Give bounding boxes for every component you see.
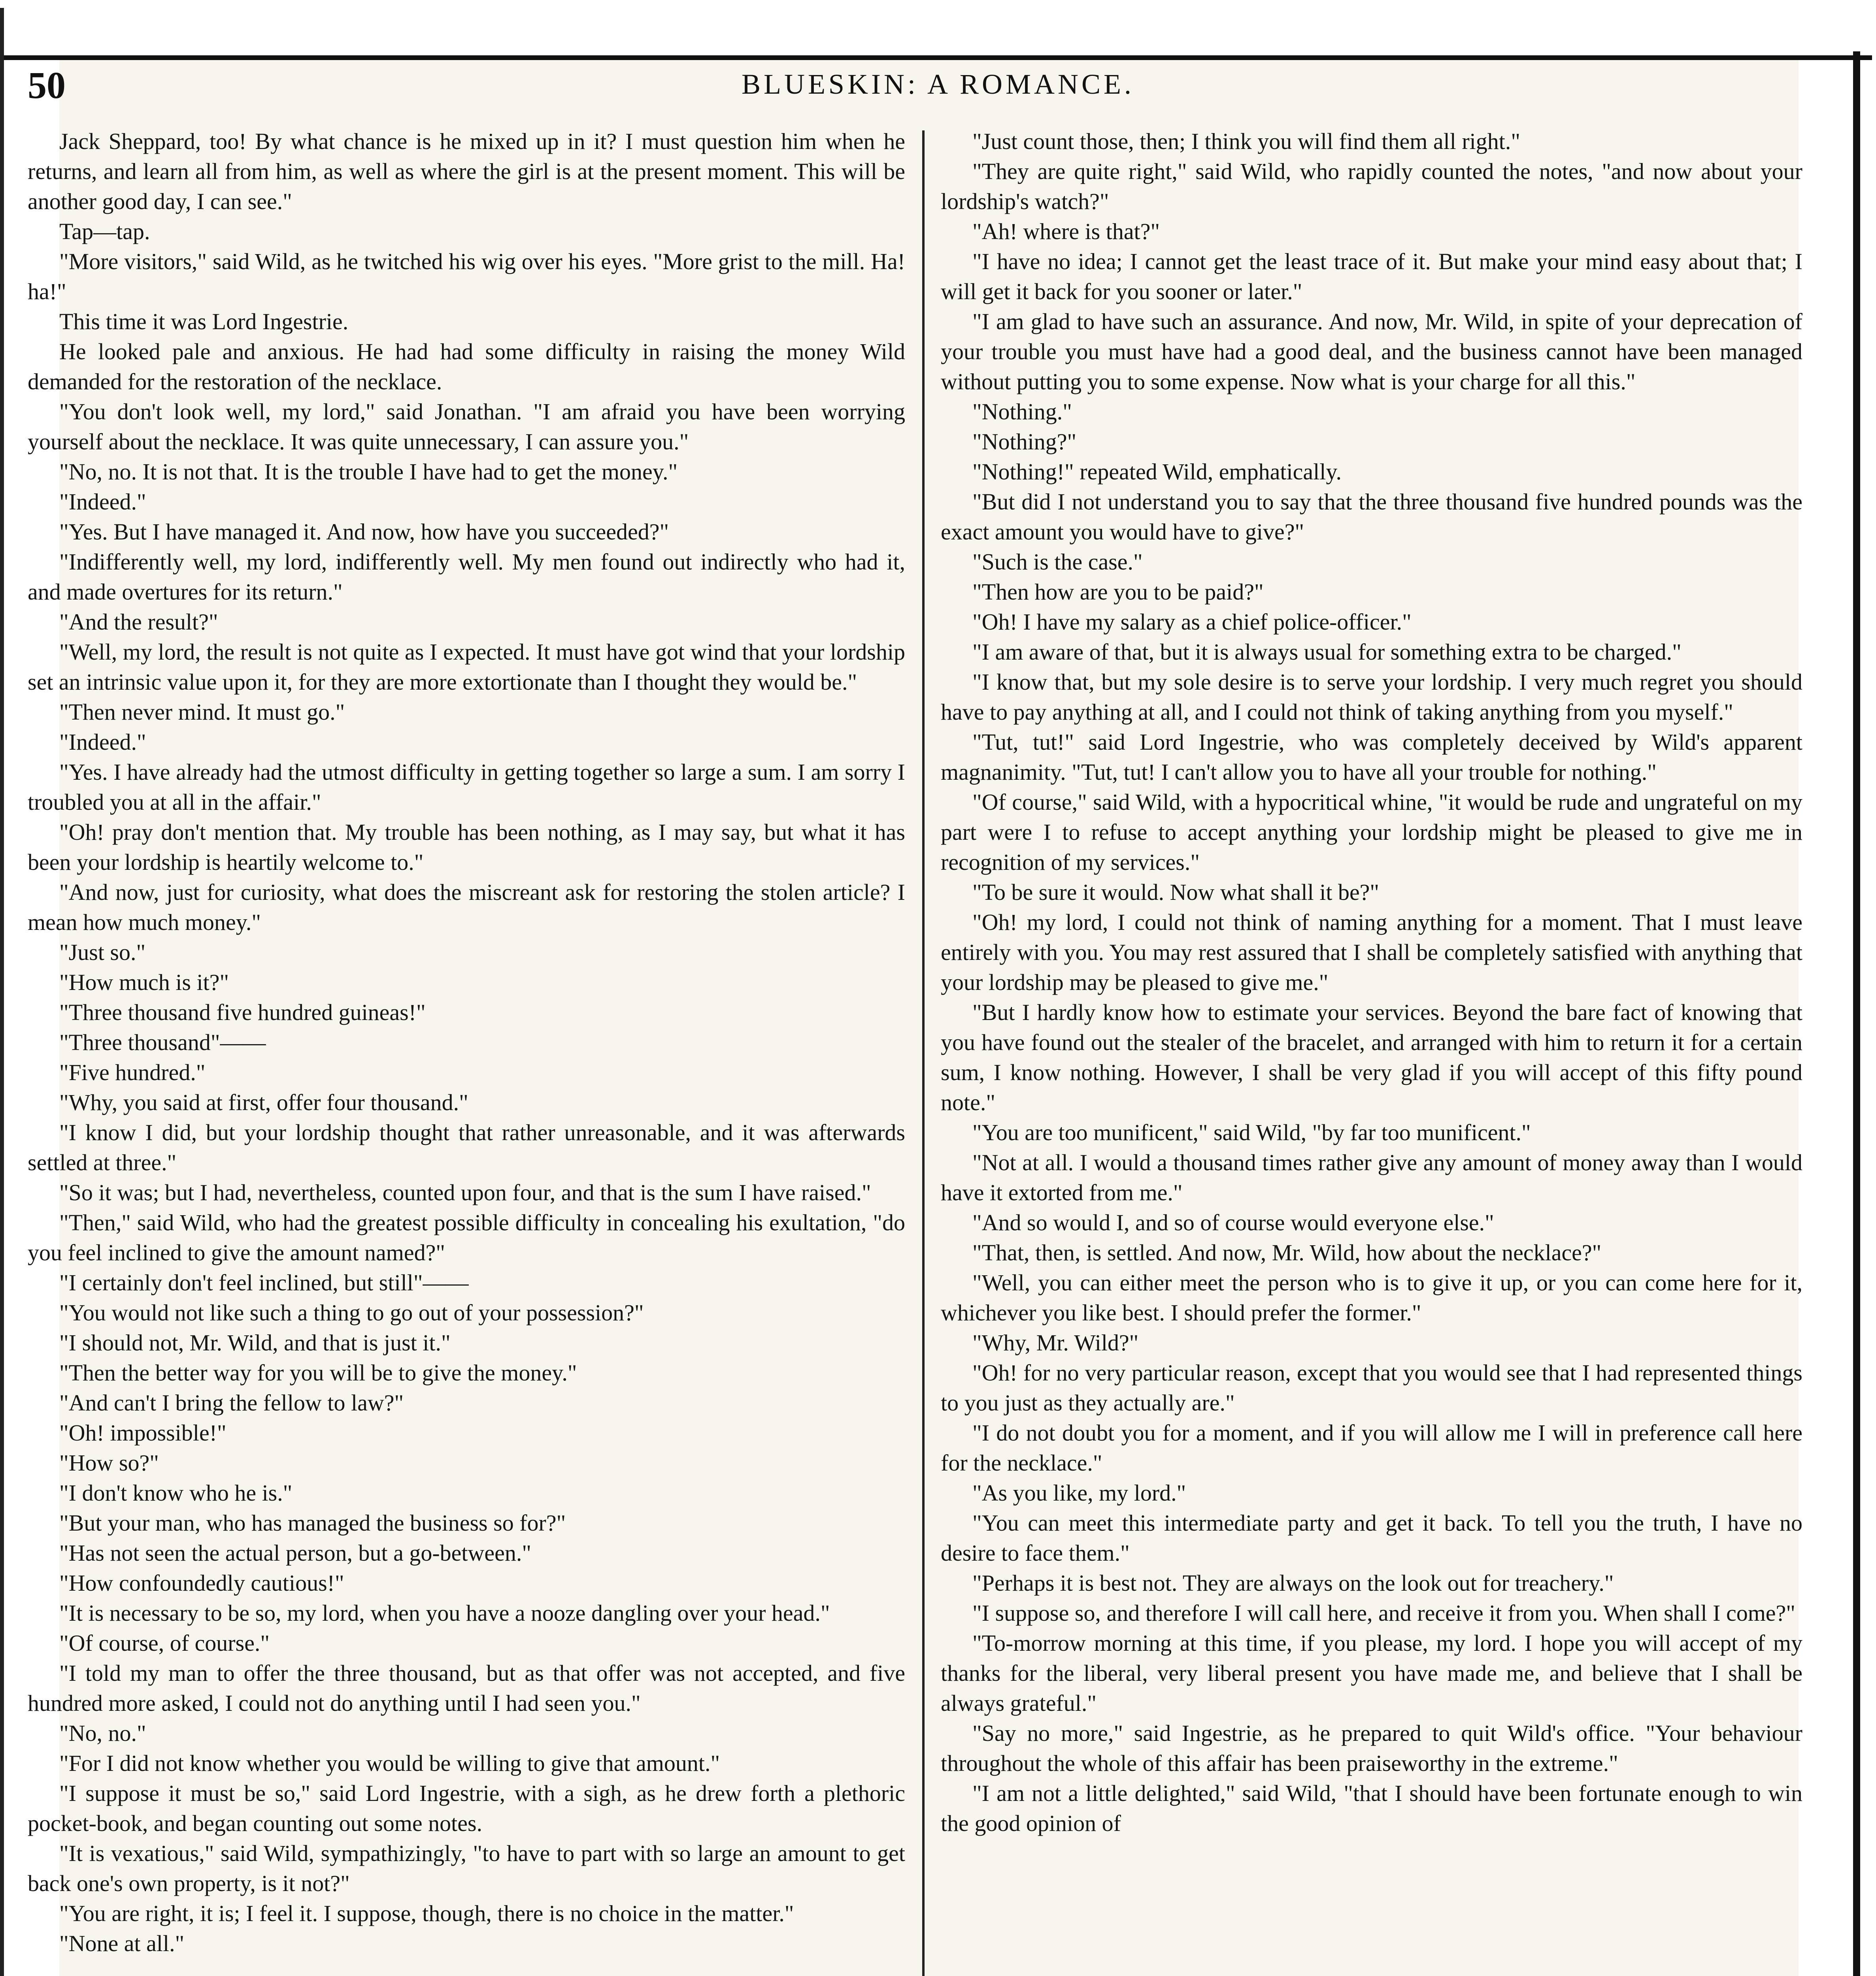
text-paragraph: "But your man, who has managed the business so for?" — [59, 1510, 566, 1536]
text-paragraph: "It is necessary to be so, my lord, when you have a nooze dangling over your head." — [59, 1600, 830, 1626]
text-paragraph: "Ah! where is that?" — [972, 219, 1160, 244]
text-paragraph: "Perhaps it is best not. They are always on the look out for treachery." — [972, 1570, 1614, 1596]
text-paragraph: "None at all." — [59, 1931, 185, 1956]
text-paragraph: "Three thousand"—— — [59, 1029, 266, 1055]
text-paragraph: "Nothing." — [972, 399, 1072, 424]
text-paragraph: "More visitors," said Wild, as he twitched his wig over his eyes. "More grist to the mill. Ha! ha!" — [28, 249, 905, 304]
text-paragraph: "As you like, my lord." — [972, 1480, 1186, 1506]
text-paragraph: This time it was Lord Ingestrie. — [59, 309, 349, 334]
text-paragraph: "Nothing!" repeated Wild, emphatically. — [972, 459, 1342, 485]
text-paragraph: "Has not seen the actual person, but a go-between." — [59, 1540, 532, 1566]
right-text-column — [941, 126, 1802, 1976]
running-title: BLUESKIN: A ROMANCE. — [741, 68, 1135, 100]
text-paragraph: "Then never mind. It must go." — [59, 699, 345, 725]
text-paragraph: "No, no. It is not that. It is the trouble I have had to get the money." — [59, 459, 678, 485]
text-paragraph: "How so?" — [59, 1450, 159, 1476]
text-paragraph: "And so would I, and so of course would everyone else." — [972, 1210, 1494, 1235]
text-paragraph: "I know I did, but your lordship thought that rather unreasonable, and it was afterwards settled at three." — [28, 1120, 905, 1175]
text-paragraph: "I should not, Mr. Wild, and that is just it." — [59, 1330, 451, 1356]
text-paragraph: "I certainly don't feel inclined, but still"—— — [59, 1270, 469, 1295]
text-paragraph: "Nothing?" — [972, 429, 1077, 454]
text-paragraph: "But did I not understand you to say that the three thousand five hundred pounds was the exact amount you would have to give?" — [941, 489, 1802, 545]
text-paragraph: "Why, you said at first, offer four thousand." — [59, 1090, 468, 1115]
text-paragraph: "They are quite right," said Wild, who rapidly counted the notes, "and now about your lordship's watch?" — [941, 158, 1802, 214]
text-paragraph: "To be sure it would. Now what shall it be?" — [972, 879, 1380, 905]
text-paragraph: "Yes. I have already had the utmost difficulty in getting together so large a sum. I am sorry I troubled you at all in the affair." — [28, 759, 905, 815]
text-paragraph: "Five hundred." — [59, 1060, 206, 1085]
text-paragraph: "Oh! impossible!" — [59, 1420, 226, 1446]
top-rule — [4, 55, 1872, 60]
text-paragraph: "Tut, tut!" said Lord Ingestrie, who was completely deceived by Wild's apparent magnanimity. "Tut, tut! I can't allow you to have all your trouble for nothing." — [941, 729, 1802, 785]
text-paragraph: "Say no more," said Ingestrie, as he prepared to quit Wild's office. "Your behaviour throughout the whole of this affair has been praiseworthy in the extreme." — [941, 1720, 1802, 1776]
text-paragraph: "You are too munificent," said Wild, "by far too munificent." — [972, 1120, 1531, 1145]
text-paragraph: "I do not doubt you for a moment, and if you will allow me I will in preference call here for the necklace." — [941, 1420, 1802, 1476]
text-paragraph: "Oh! for no very particular reason, except that you would see that I had represented things to you just as they actually are." — [941, 1360, 1802, 1416]
text-paragraph: "I am aware of that, but it is always usual for something extra to be charged." — [972, 639, 1682, 665]
text-paragraph: "And can't I bring the fellow to law?" — [59, 1390, 404, 1416]
column-divider — [922, 130, 925, 1976]
text-paragraph: "You would not like such a thing to go out of your possession?" — [59, 1300, 644, 1326]
text-paragraph: "Then the better way for you will be to give the money." — [59, 1360, 577, 1386]
page-left-edge — [0, 8, 4, 1976]
text-paragraph: "Indeed." — [59, 729, 146, 755]
text-paragraph: "Three thousand five hundred guineas!" — [59, 999, 426, 1025]
text-paragraph: "I suppose so, and therefore I will call here, and receive it from you. When shall I come?" — [972, 1600, 1795, 1626]
text-paragraph: "Why, Mr. Wild?" — [972, 1330, 1139, 1356]
page-right-edge — [1853, 51, 1860, 1976]
text-paragraph: "That, then, is settled. And now, Mr. Wild, how about the necklace?" — [972, 1240, 1602, 1265]
text-paragraph: "I told my man to offer the three thousand, but as that offer was not accepted, and five hundred more asked, I could not do anything until I had seen you." — [28, 1660, 905, 1716]
text-paragraph: "Well, my lord, the result is not quite as I expected. It must have got wind that your lordship set an intrinsic value upon it, for they are more extortionate than I thought they would be." — [28, 639, 905, 695]
text-paragraph: "And the result?" — [59, 609, 218, 635]
text-paragraph: "I am not a little delighted," said Wild, "that I should have been fortunate enough to win the good opinion of — [941, 1780, 1802, 1836]
text-paragraph: "To-morrow morning at this time, if you please, my lord. I hope you will accept of my thanks for the liberal, very liberal present you have made me, and believe that I shall be always grateful." — [941, 1630, 1802, 1716]
text-paragraph: "And now, just for curiosity, what does the miscreant ask for restoring the stolen article? I mean how much money." — [28, 879, 905, 935]
text-paragraph: "You don't look well, my lord," said Jonathan. "I am afraid you have been worrying yourself about the necklace. It was quite unnecessary, I can assure you." — [28, 399, 905, 454]
text-paragraph: "Well, you can either meet the person who is to give it up, or you can come here for it, whichever you like best. I should prefer the former." — [941, 1270, 1802, 1326]
text-paragraph: "It is vexatious," said Wild, sympathizingly, "to have to part with so large an amount to get back one's own property, is it not?" — [28, 1840, 905, 1896]
text-paragraph: "Indifferently well, my lord, indifferently well. My men found out indirectly who had it, and made overtures for its return." — [28, 549, 905, 605]
text-paragraph: "So it was; but I had, nevertheless, counted upon four, and that is the sum I have raised." — [59, 1180, 871, 1205]
text-paragraph: "For I did not know whether you would be willing to give that amount." — [59, 1750, 720, 1776]
text-paragraph: "Indeed." — [59, 489, 146, 515]
text-paragraph: "Of course," said Wild, with a hypocritical whine, "it would be rude and ungrateful on my part were I to refuse to accept anything your lordship might be pleased to give me in recognition of my services." — [941, 789, 1802, 875]
text-paragraph: "I have no idea; I cannot get the least trace of it. But make your mind easy about that; I will get it back for you sooner or later." — [941, 249, 1802, 304]
text-paragraph: "Just so." — [59, 939, 146, 965]
text-paragraph: "Of course, of course." — [59, 1630, 270, 1656]
text-paragraph: "How confoundedly cautious!" — [59, 1570, 344, 1596]
text-paragraph: He looked pale and anxious. He had had some difficulty in raising the money Wild demanded for the restoration of the necklace. — [28, 339, 905, 394]
text-paragraph: "You are right, it is; I feel it. I suppose, though, there is no choice in the matter." — [59, 1901, 794, 1926]
text-paragraph: "Such is the case." — [972, 549, 1143, 575]
page-number: 50 — [28, 64, 66, 106]
text-paragraph: "You can meet this intermediate party and get it back. To tell you the truth, I have no desire to face them." — [941, 1510, 1802, 1566]
text-paragraph: "I know that, but my sole desire is to serve your lordship. I very much regret you should have to pay anything at all, and I could not think of taking anything from you myself." — [941, 669, 1802, 725]
text-paragraph: "No, no." — [59, 1720, 146, 1746]
text-paragraph: "Oh! I have my salary as a chief police-officer." — [972, 609, 1412, 635]
text-paragraph: "Yes. But I have managed it. And now, how have you succeeded?" — [59, 519, 669, 545]
text-paragraph: "Oh! my lord, I could not think of naming anything for a moment. That I must leave entirely with you. You may rest assured that I shall be completely satisfied with anything that your lordship may be pleased to give me." — [941, 909, 1802, 995]
text-paragraph: "But I hardly know how to estimate your services. Beyond the bare fact of knowing that you have found out the stealer of the bracelet, and arranged with him to return it for a certain sum, I know nothing. However, I shall be very glad if you will accept of this fifty pound note." — [941, 999, 1802, 1115]
left-text-column — [28, 126, 905, 1976]
page-header — [28, 63, 1848, 111]
text-paragraph: "Oh! pray don't mention that. My trouble has been nothing, as I may say, but what it has been your lordship is heartily welcome to." — [28, 819, 905, 875]
text-paragraph: "I am glad to have such an assurance. And now, Mr. Wild, in spite of your deprecation of your trouble you must have had a good deal, and the business cannot have been managed without putting you to some expense. Now what is your charge for all this." — [941, 309, 1802, 394]
text-paragraph: "I suppose it must be so," said Lord Ingestrie, with a sigh, as he drew forth a plethoric pocket-book, and began counting out some notes. — [28, 1780, 905, 1836]
text-paragraph: "Then how are you to be paid?" — [972, 579, 1264, 605]
text-paragraph: "Not at all. I would a thousand times rather give any amount of money away than I would have it extorted from me." — [941, 1150, 1802, 1205]
text-paragraph: Jack Sheppard, too! By what chance is he mixed up in it? I must question him when he returns, and learn all from him, as well as where the girl is at the present moment. This will be another good day, I can see." — [28, 128, 905, 214]
text-paragraph: Tap—tap. — [59, 219, 150, 244]
text-paragraph: "Just count those, then; I think you will find them all right." — [972, 128, 1521, 154]
text-paragraph: "How much is it?" — [59, 969, 229, 995]
text-paragraph: "I don't know who he is." — [59, 1480, 293, 1506]
text-paragraph: "Then," said Wild, who had the greatest possible difficulty in concealing his exultation, "do you feel inclined to give the amount named?" — [28, 1210, 905, 1265]
